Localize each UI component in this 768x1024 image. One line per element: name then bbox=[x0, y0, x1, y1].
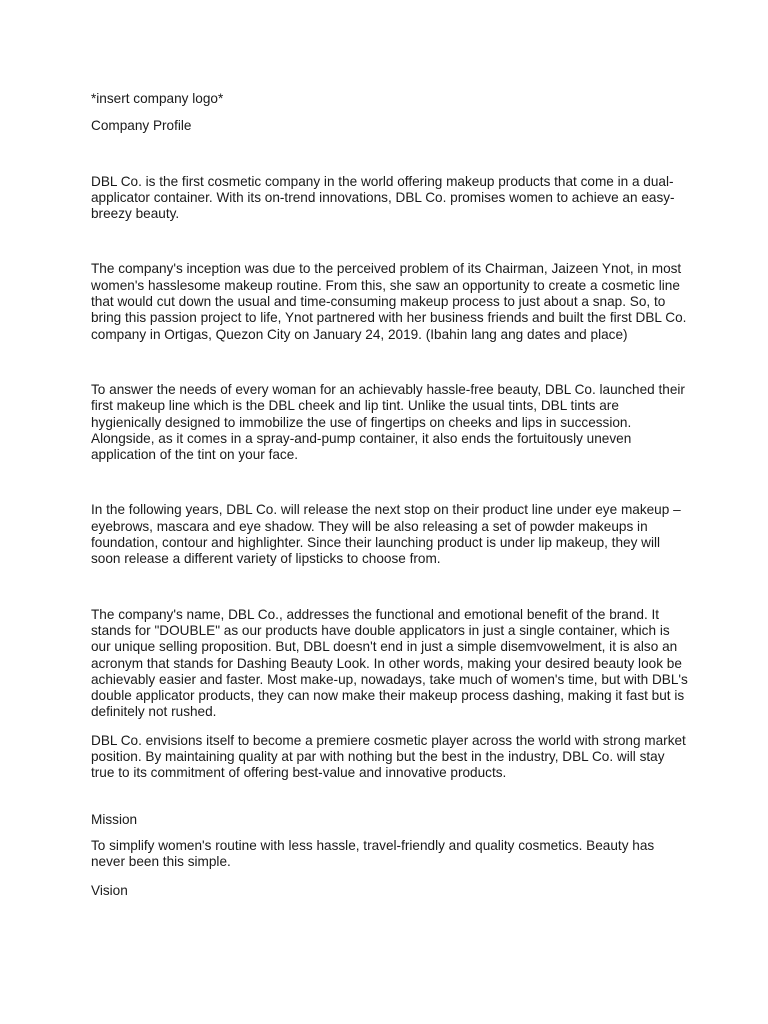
paragraph-company-name: The company's name, DBL Co., addresses the functional and emotional benefit of the brand. It stands for "DOUBLE" as our products have double applicators in just a single container, which is our unique selling proposition. But, DBL doesn't end in just a simple disemvowelment, it is also an acronym that stands for Dashing Beauty Look. In other words, making your desired beauty look be achievably easier and faster. Most make-up, nowadays, take much of women's time, but with DBL's double applicator products, they can now make their makeup process dashing, making it fast but is definitely not rushed. bbox=[91, 606, 688, 720]
paragraph-future-products: In the following years, DBL Co. will release the next stop on their product line under eye makeup – eyebrows, mascara and eye shadow. They will be also releasing a set of powder makeups in foundation, contour and highlighter. Since their launching product is under lip makeup, they will soon release a different variety of lipsticks to choose from. bbox=[91, 502, 681, 567]
document-body bbox=[91, 91, 691, 899]
page-title: Company Profile bbox=[91, 118, 192, 134]
paragraph-intro: DBL Co. is the first cosmetic company in the world offering makeup products that come in a dual-applicator container. With its on-trend innovations, DBL Co. promises women to achieve an easy-breezy beauty. bbox=[91, 173, 675, 222]
logo-placeholder-note: *insert company logo* bbox=[91, 91, 224, 106]
paragraph-vision-statement: DBL Co. envisions itself to become a premiere cosmetic player across the world with strong market position. By maintaining quality at par with nothing but the best in the industry, DBL Co. will stay true to its commitment of offering best-value and innovative products. bbox=[91, 732, 686, 781]
mission-heading: Mission bbox=[91, 811, 138, 827]
mission-text: To simplify women's routine with less hassle, travel-friendly and quality cosmetics. Beauty has never been this simple. bbox=[91, 837, 655, 870]
paragraph-first-product: To answer the needs of every woman for an achievably hassle-free beauty, DBL Co. launched their first makeup line which is the DBL cheek and lip tint. Unlike the usual tints, DBL tints are hygienically designed to immobilize the use of fingertips on cheeks and lips in succession. Alongside, as it comes in a spray-and-pump container, it also ends the fortuitously uneven application of the tint on your face. bbox=[91, 381, 685, 463]
vision-heading: Vision bbox=[91, 882, 128, 898]
paragraph-inception: The company's inception was due to the perceived problem of its Chairman, Jaizeen Ynot, in most women's hasslesome makeup routine. From this, she saw an opportunity to create a cosmetic line that would cut down the usual and time-consuming makeup process to just about a snap. So, to bring this passion project to life, Ynot partnered with her business friends and built the first DBL Co. company in Ortigas, Quezon City on January 24, 2019. (Ibahin lang ang dates and place) bbox=[91, 261, 687, 342]
